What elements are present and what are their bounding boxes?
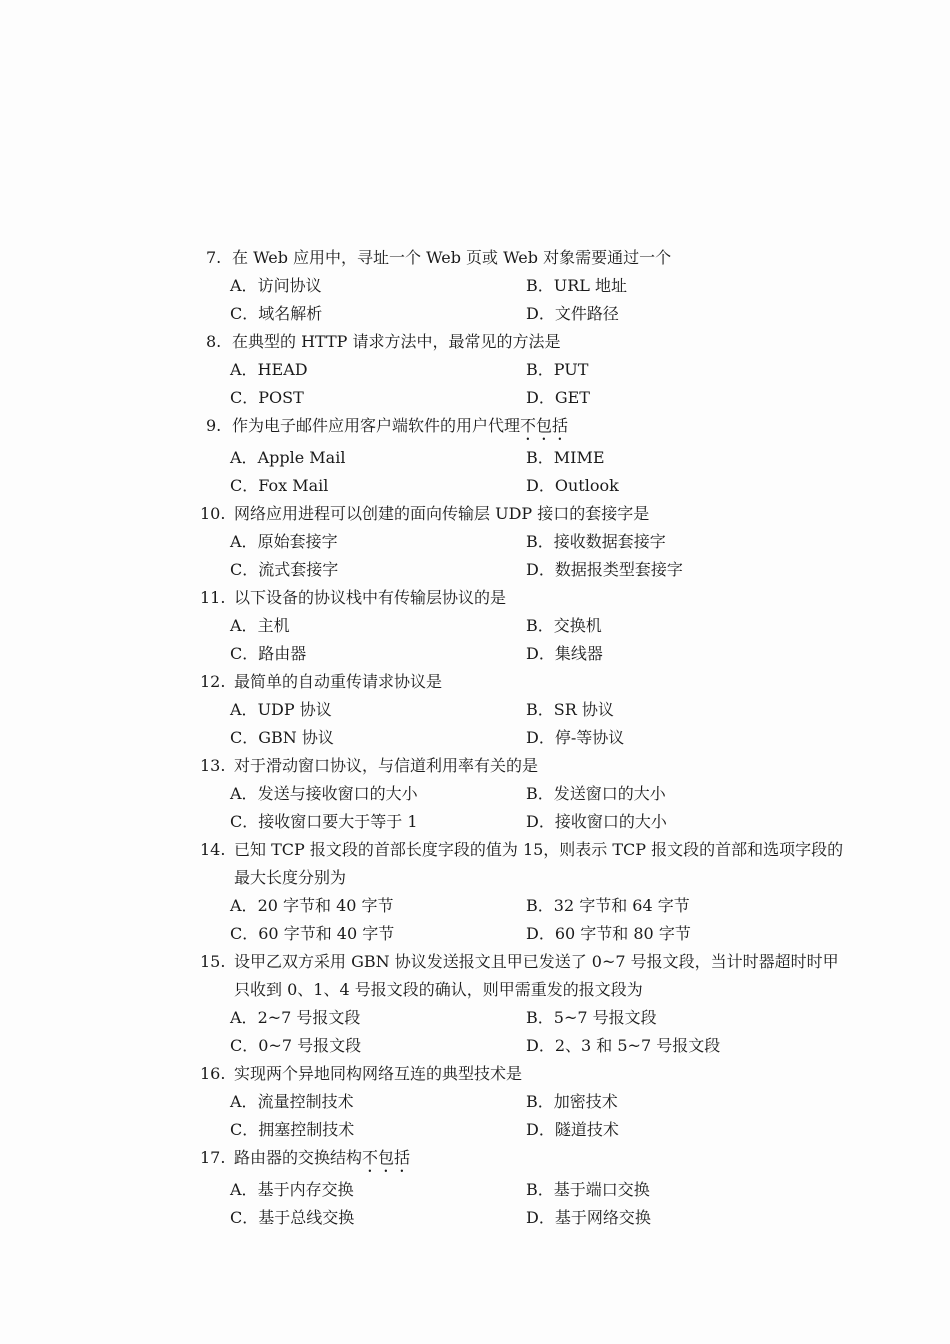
question-text: 以下设备的协议栈中有传输层协议的是 — [234, 588, 507, 607]
question-16 — [200, 1060, 850, 1144]
question-14 — [200, 836, 850, 948]
option-a — [230, 780, 526, 808]
option-text: 拥塞控制技术 — [258, 1120, 355, 1139]
option-b — [526, 272, 826, 300]
option-letter: A． — [230, 616, 258, 635]
option-letter: D． — [526, 1120, 555, 1139]
option-text: 20 字节和 40 字节 — [257, 896, 394, 915]
option-letter: C． — [230, 728, 259, 747]
option-text: GBN 协议 — [258, 728, 334, 747]
question-number: 8. — [206, 332, 222, 351]
option-letter: B． — [526, 1092, 554, 1111]
option-a — [230, 1176, 526, 1204]
option-letter: C． — [230, 1208, 259, 1227]
option-text: POST — [258, 388, 304, 407]
option-letter: A． — [230, 448, 258, 467]
option-text: HEAD — [257, 360, 308, 379]
option-text: 60 字节和 40 字节 — [258, 924, 395, 943]
question-text: 在典型的 HTTP 请求方法中，最常见的方法是 — [232, 332, 561, 351]
question-stem — [200, 948, 850, 1004]
option-text: 5~7 号报文段 — [553, 1008, 657, 1027]
option-text: 接收数据套接字 — [553, 532, 666, 551]
options — [230, 696, 850, 752]
option-letter: A． — [230, 784, 258, 803]
option-text: 主机 — [257, 616, 290, 635]
option-text: GET — [554, 388, 590, 407]
option-letter: A． — [230, 700, 258, 719]
option-text: 隧道技术 — [554, 1120, 619, 1139]
option-text: 60 字节和 80 字节 — [554, 924, 691, 943]
option-letter: B． — [526, 360, 554, 379]
question-11 — [200, 584, 850, 668]
option-c — [230, 1204, 526, 1232]
question-stem — [200, 1144, 850, 1176]
option-letter: D． — [526, 388, 555, 407]
question-number: 14. — [200, 840, 226, 859]
question-12 — [200, 668, 850, 752]
option-c — [230, 384, 526, 412]
option-text: SR 协议 — [553, 700, 614, 719]
question-number: 11. — [200, 588, 226, 607]
option-c — [230, 300, 526, 328]
question-number: 12. — [200, 672, 226, 691]
option-text: 2~7 号报文段 — [257, 1008, 361, 1027]
option-b — [526, 1004, 826, 1032]
option-d — [526, 300, 826, 328]
option-a — [230, 272, 526, 300]
option-letter: D． — [526, 1208, 555, 1227]
options — [230, 612, 850, 668]
option-letter: D． — [526, 560, 555, 579]
question-7 — [200, 244, 850, 328]
option-letter: A． — [230, 360, 258, 379]
option-letter: C． — [230, 476, 259, 495]
option-text: Fox Mail — [258, 476, 329, 495]
option-d — [526, 1032, 826, 1060]
options — [230, 1088, 850, 1144]
question-stem — [200, 836, 850, 892]
option-text: 接收窗口的大小 — [554, 812, 667, 831]
option-text: 集线器 — [554, 644, 603, 663]
question-number: 15. — [200, 952, 226, 971]
question-stem — [200, 244, 850, 272]
option-letter: A． — [230, 276, 258, 295]
option-letter: C． — [230, 1120, 259, 1139]
option-letter: A． — [230, 1180, 258, 1199]
option-c — [230, 640, 526, 668]
question-13 — [200, 752, 850, 836]
option-b — [526, 612, 826, 640]
options — [230, 1176, 850, 1232]
option-letter: A． — [230, 532, 258, 551]
option-text: 基于内存交换 — [257, 1180, 354, 1199]
option-text: 加密技术 — [553, 1092, 618, 1111]
option-b — [526, 892, 826, 920]
option-c — [230, 1116, 526, 1144]
option-text: UDP 协议 — [257, 700, 332, 719]
option-text: 文件路径 — [554, 304, 619, 323]
emphasized-text: 不包括 — [362, 1148, 411, 1167]
options — [230, 444, 850, 500]
question-text: 网络应用进程可以创建的面向传输层 UDP 接口的套接字是 — [234, 504, 650, 523]
question-text: 已知 TCP 报文段的首部长度字段的值为 15，则表示 TCP 报文段的首部和选项字段的最大长度分别为 — [234, 840, 844, 887]
question-9 — [200, 412, 850, 500]
question-text: 对于滑动窗口协议，与信道利用率有关的是 — [234, 756, 539, 775]
question-stem — [200, 500, 850, 528]
question-number: 10. — [200, 504, 226, 523]
options — [230, 528, 850, 584]
question-text — [232, 412, 850, 444]
option-letter: D． — [526, 644, 555, 663]
option-text: 域名解析 — [258, 304, 323, 323]
option-a — [230, 356, 526, 384]
option-text: 数据报类型套接字 — [554, 560, 683, 579]
question-15 — [200, 948, 850, 1060]
option-d — [526, 472, 826, 500]
option-b — [526, 444, 826, 472]
option-letter: D． — [526, 476, 555, 495]
question-text: 最简单的自动重传请求协议是 — [234, 672, 443, 691]
option-d — [526, 1116, 826, 1144]
option-c — [230, 808, 526, 836]
option-letter: C． — [230, 644, 259, 663]
question-stem — [200, 412, 850, 444]
option-a — [230, 696, 526, 724]
question-text: 设甲乙双方采用 GBN 协议发送报文且甲已发送了 0~7 号报文段，当计时器超时时甲只收到 0、1、4 号报文段的确认，则甲需重发的报文段为 — [234, 952, 839, 999]
option-letter: B． — [526, 532, 554, 551]
option-text: MIME — [553, 448, 605, 467]
option-letter: B． — [526, 700, 554, 719]
option-letter: B． — [526, 276, 554, 295]
question-list — [200, 244, 850, 1232]
question-text-main: 路由器的交换结构 — [234, 1148, 363, 1167]
question-number: 13. — [200, 756, 226, 775]
option-letter: B． — [526, 784, 554, 803]
option-letter: C． — [230, 304, 259, 323]
option-d — [526, 724, 826, 752]
question-stem — [200, 328, 850, 356]
option-d — [526, 640, 826, 668]
option-text: 32 字节和 64 字节 — [553, 896, 690, 915]
question-stem — [200, 1060, 850, 1088]
option-text: 访问协议 — [257, 276, 322, 295]
options — [230, 272, 850, 328]
option-text: 原始套接字 — [257, 532, 338, 551]
option-letter: D． — [526, 728, 555, 747]
option-b — [526, 780, 826, 808]
option-letter: C． — [230, 812, 259, 831]
option-letter: C． — [230, 924, 259, 943]
question-number: 7. — [206, 248, 222, 267]
option-letter: D． — [526, 1036, 555, 1055]
question-number: 17. — [200, 1148, 226, 1167]
question-stem — [200, 584, 850, 612]
option-d — [526, 808, 826, 836]
option-letter: A． — [230, 1092, 258, 1111]
option-text: Outlook — [554, 476, 619, 495]
option-text: 流量控制技术 — [257, 1092, 354, 1111]
option-text: Apple Mail — [257, 448, 346, 467]
option-text: 接收窗口要大于等于 1 — [258, 812, 418, 831]
option-letter: A． — [230, 1008, 258, 1027]
option-b — [526, 696, 826, 724]
option-text: 发送窗口的大小 — [553, 784, 666, 803]
question-number: 16. — [200, 1064, 226, 1083]
option-text: 基于总线交换 — [258, 1208, 355, 1227]
option-text: 交换机 — [553, 616, 602, 635]
option-a — [230, 612, 526, 640]
question-10 — [200, 500, 850, 584]
option-c — [230, 556, 526, 584]
option-letter: B． — [526, 616, 554, 635]
options — [230, 892, 850, 948]
option-letter: C． — [230, 388, 259, 407]
option-letter: D． — [526, 304, 555, 323]
option-text: 流式套接字 — [258, 560, 339, 579]
option-text: URL 地址 — [553, 276, 628, 295]
emphasized-text: 不包括 — [520, 416, 569, 435]
options — [230, 1004, 850, 1060]
option-a — [230, 444, 526, 472]
option-a — [230, 528, 526, 556]
option-b — [526, 1176, 826, 1204]
option-letter: C． — [230, 1036, 259, 1055]
question-stem — [200, 752, 850, 780]
option-letter: B． — [526, 448, 554, 467]
option-letter: B． — [526, 1180, 554, 1199]
option-text: 0~7 号报文段 — [258, 1036, 362, 1055]
option-d — [526, 384, 826, 412]
question-text: 在 Web 应用中，寻址一个 Web 页或 Web 对象需要通过一个 — [232, 248, 672, 267]
option-text: 发送与接收窗口的大小 — [257, 784, 418, 803]
question-8 — [200, 328, 850, 412]
option-text: 基于网络交换 — [554, 1208, 651, 1227]
option-c — [230, 472, 526, 500]
option-b — [526, 356, 826, 384]
option-d — [526, 1204, 826, 1232]
option-a — [230, 1088, 526, 1116]
option-text: 停-等协议 — [554, 728, 625, 747]
question-17 — [200, 1144, 850, 1232]
option-c — [230, 920, 526, 948]
option-letter: C． — [230, 560, 259, 579]
option-d — [526, 920, 826, 948]
question-number: 9. — [206, 416, 222, 435]
option-a — [230, 892, 526, 920]
option-letter: B． — [526, 896, 554, 915]
option-letter: A． — [230, 896, 258, 915]
option-letter: D． — [526, 812, 555, 831]
option-b — [526, 1088, 826, 1116]
option-letter: B． — [526, 1008, 554, 1027]
option-text: 路由器 — [258, 644, 307, 663]
question-stem — [200, 668, 850, 696]
option-b — [526, 528, 826, 556]
option-text: 基于端口交换 — [553, 1180, 650, 1199]
option-a — [230, 1004, 526, 1032]
option-d — [526, 556, 826, 584]
option-c — [230, 724, 526, 752]
question-text: 实现两个异地同构网络互连的典型技术是 — [234, 1064, 523, 1083]
option-c — [230, 1032, 526, 1060]
options — [230, 356, 850, 412]
option-letter: D． — [526, 924, 555, 943]
options — [230, 780, 850, 836]
option-text: PUT — [553, 360, 589, 379]
question-text — [234, 1144, 850, 1176]
option-text: 2、3 和 5~7 号报文段 — [554, 1036, 721, 1055]
question-text-main: 作为电子邮件应用客户端软件的用户代理 — [232, 416, 521, 435]
